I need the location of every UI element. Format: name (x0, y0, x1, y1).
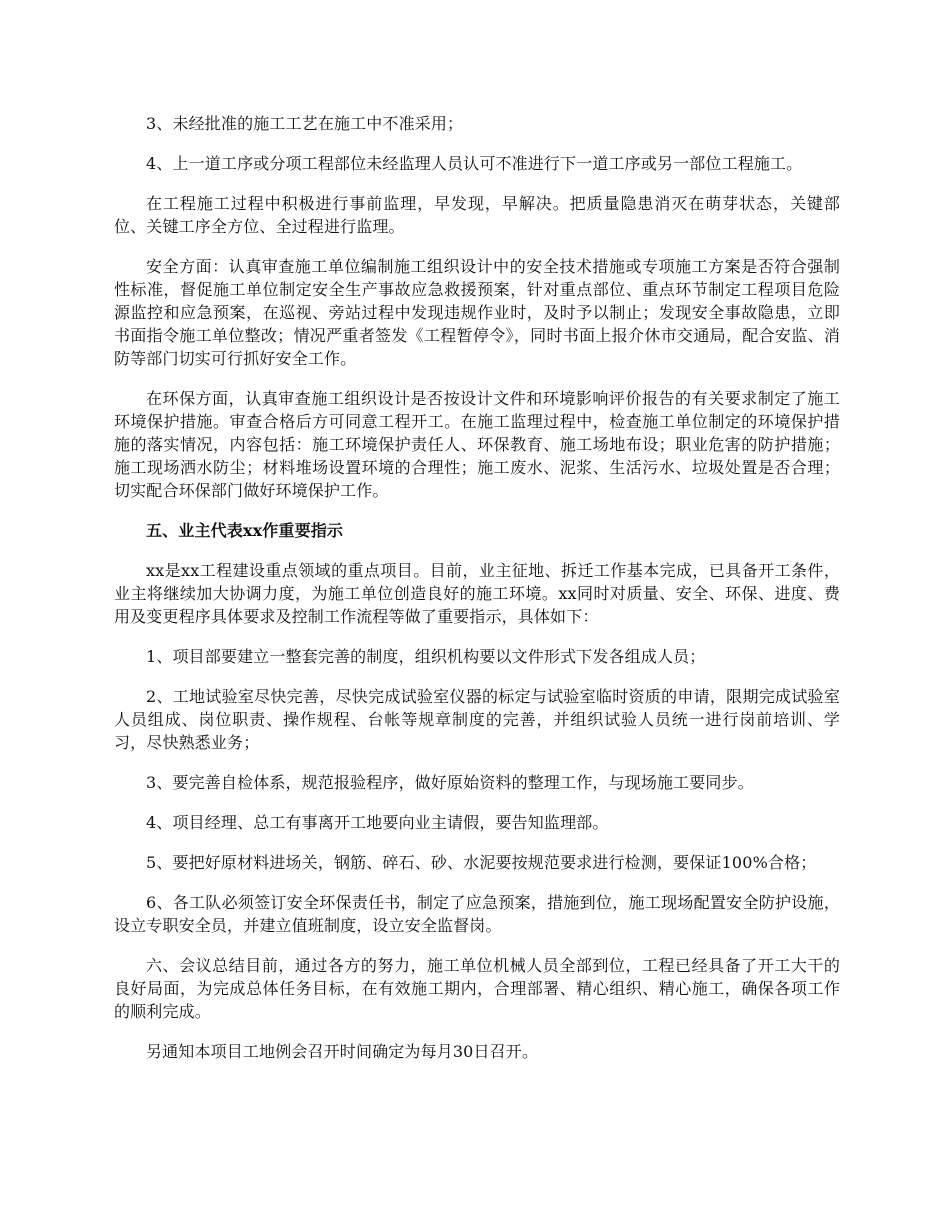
paragraph-safety: 安全方面：认真审查施工单位编制施工组织设计中的安全技术措施或专项施工方案是否符合强制性标准，督促施工单位制定安全生产事故应急救援预案，针对重点部位、重点环节制定工程项目危险源监控和应急预案，在巡视、旁站过程中发现违规作业时，及时予以制止；发现安全事故隐患，立即书面指令施工单位整改；情况严重者签发《工程暂停令》，同时书面上报介休市交通局，配合安监、消防等部门切实可行抓好安全工作。 (114, 257, 840, 368)
paragraph-meeting-notice: 另通知本项目工地例会召开时间确定为每月30日召开。 (146, 1042, 539, 1061)
paragraph-rule-4: 4、上一道工序或分项工程部位未经监理人员认可不准进行下一道工序或另一部位工程施工。 (146, 154, 803, 173)
instruction-item-5: 5、要把好原材料进场关，钢筋、碎石、砂、水泥要按规范要求进行检测，要保证100%合格； (146, 853, 817, 872)
paragraph-owner-intro: xx是xx工程建设重点领域的重点项目。目前，业主征地、拆迁工作基本完成，已具备开工条件，业主将继续加大协调力度，为施工单位创造良好的施工环境。xx同时对质量、安全、环保、进度、费用及变更程序具体要求及控制工作流程等做了重要指示，具体如下： (114, 561, 840, 626)
instruction-item-2: 2、工地试验室尽快完善，尽快完成试验室仪器的标定与试验室临时资质的申请，限期完成试验室人员组成、岗位职责、操作规程、台帐等规章制度的完善，并组织试验人员统一进行岗前培训、学习，尽快熟悉业务； (114, 687, 840, 752)
instruction-item-3: 3、要完善自检体系，规范报验程序，做好原始资料的整理工作，与现场施工要同步。 (146, 773, 754, 792)
paragraph-pre-supervision: 在工程施工过程中积极进行事前监理，早发现，早解决。把质量隐患消灭在萌芽状态，关键部位、关键工序全方位、全过程进行监理。 (114, 194, 840, 236)
instruction-item-1: 1、项目部要建立一整套完善的制度，组织机构要以文件形式下发各组成人员； (146, 647, 706, 666)
instruction-item-6: 6、各工队必须签订安全环保责任书，制定了应急预案，措施到位，施工现场配置安全防护设施，设立专职安全员，并建立值班制度，设立安全监督岗。 (114, 893, 840, 935)
document-body (114, 112, 840, 1080)
paragraph-environment: 在环保方面，认真审查施工组织设计是否按设计文件和环境影响评价报告的有关要求制定了施工环境保护措施。审查合格后方可同意工程开工。在施工监理过程中，检查施工单位制定的环境保护措施的落实情况，内容包括：施工环境保护责任人、环保教育、施工场地布设；职业危害的防护措施；施工现场洒水防尘；材料堆场设置环境的合理性；施工废水、泥浆、生活污水、垃圾处置是否合理；切实配合环保部门做好环境保护工作。 (114, 389, 840, 500)
paragraph-rule-3: 3、未经批准的施工工艺在施工中不准采用； (146, 114, 464, 133)
section-heading-owner-instructions: 五、业主代表xx作重要指示 (146, 521, 344, 540)
instruction-item-4: 4、项目经理、总工有事离开工地要向业主请假，要告知监理部。 (146, 813, 609, 832)
paragraph-meeting-summary: 六、会议总结目前，通过各方的努力，施工单位机械人员全部到位，工程已经具备了开工大干的良好局面，为完成总体任务目标，在有效施工期内，合理部署、精心组织、精心施工，确保各项工作的顺利完成。 (114, 956, 840, 1021)
